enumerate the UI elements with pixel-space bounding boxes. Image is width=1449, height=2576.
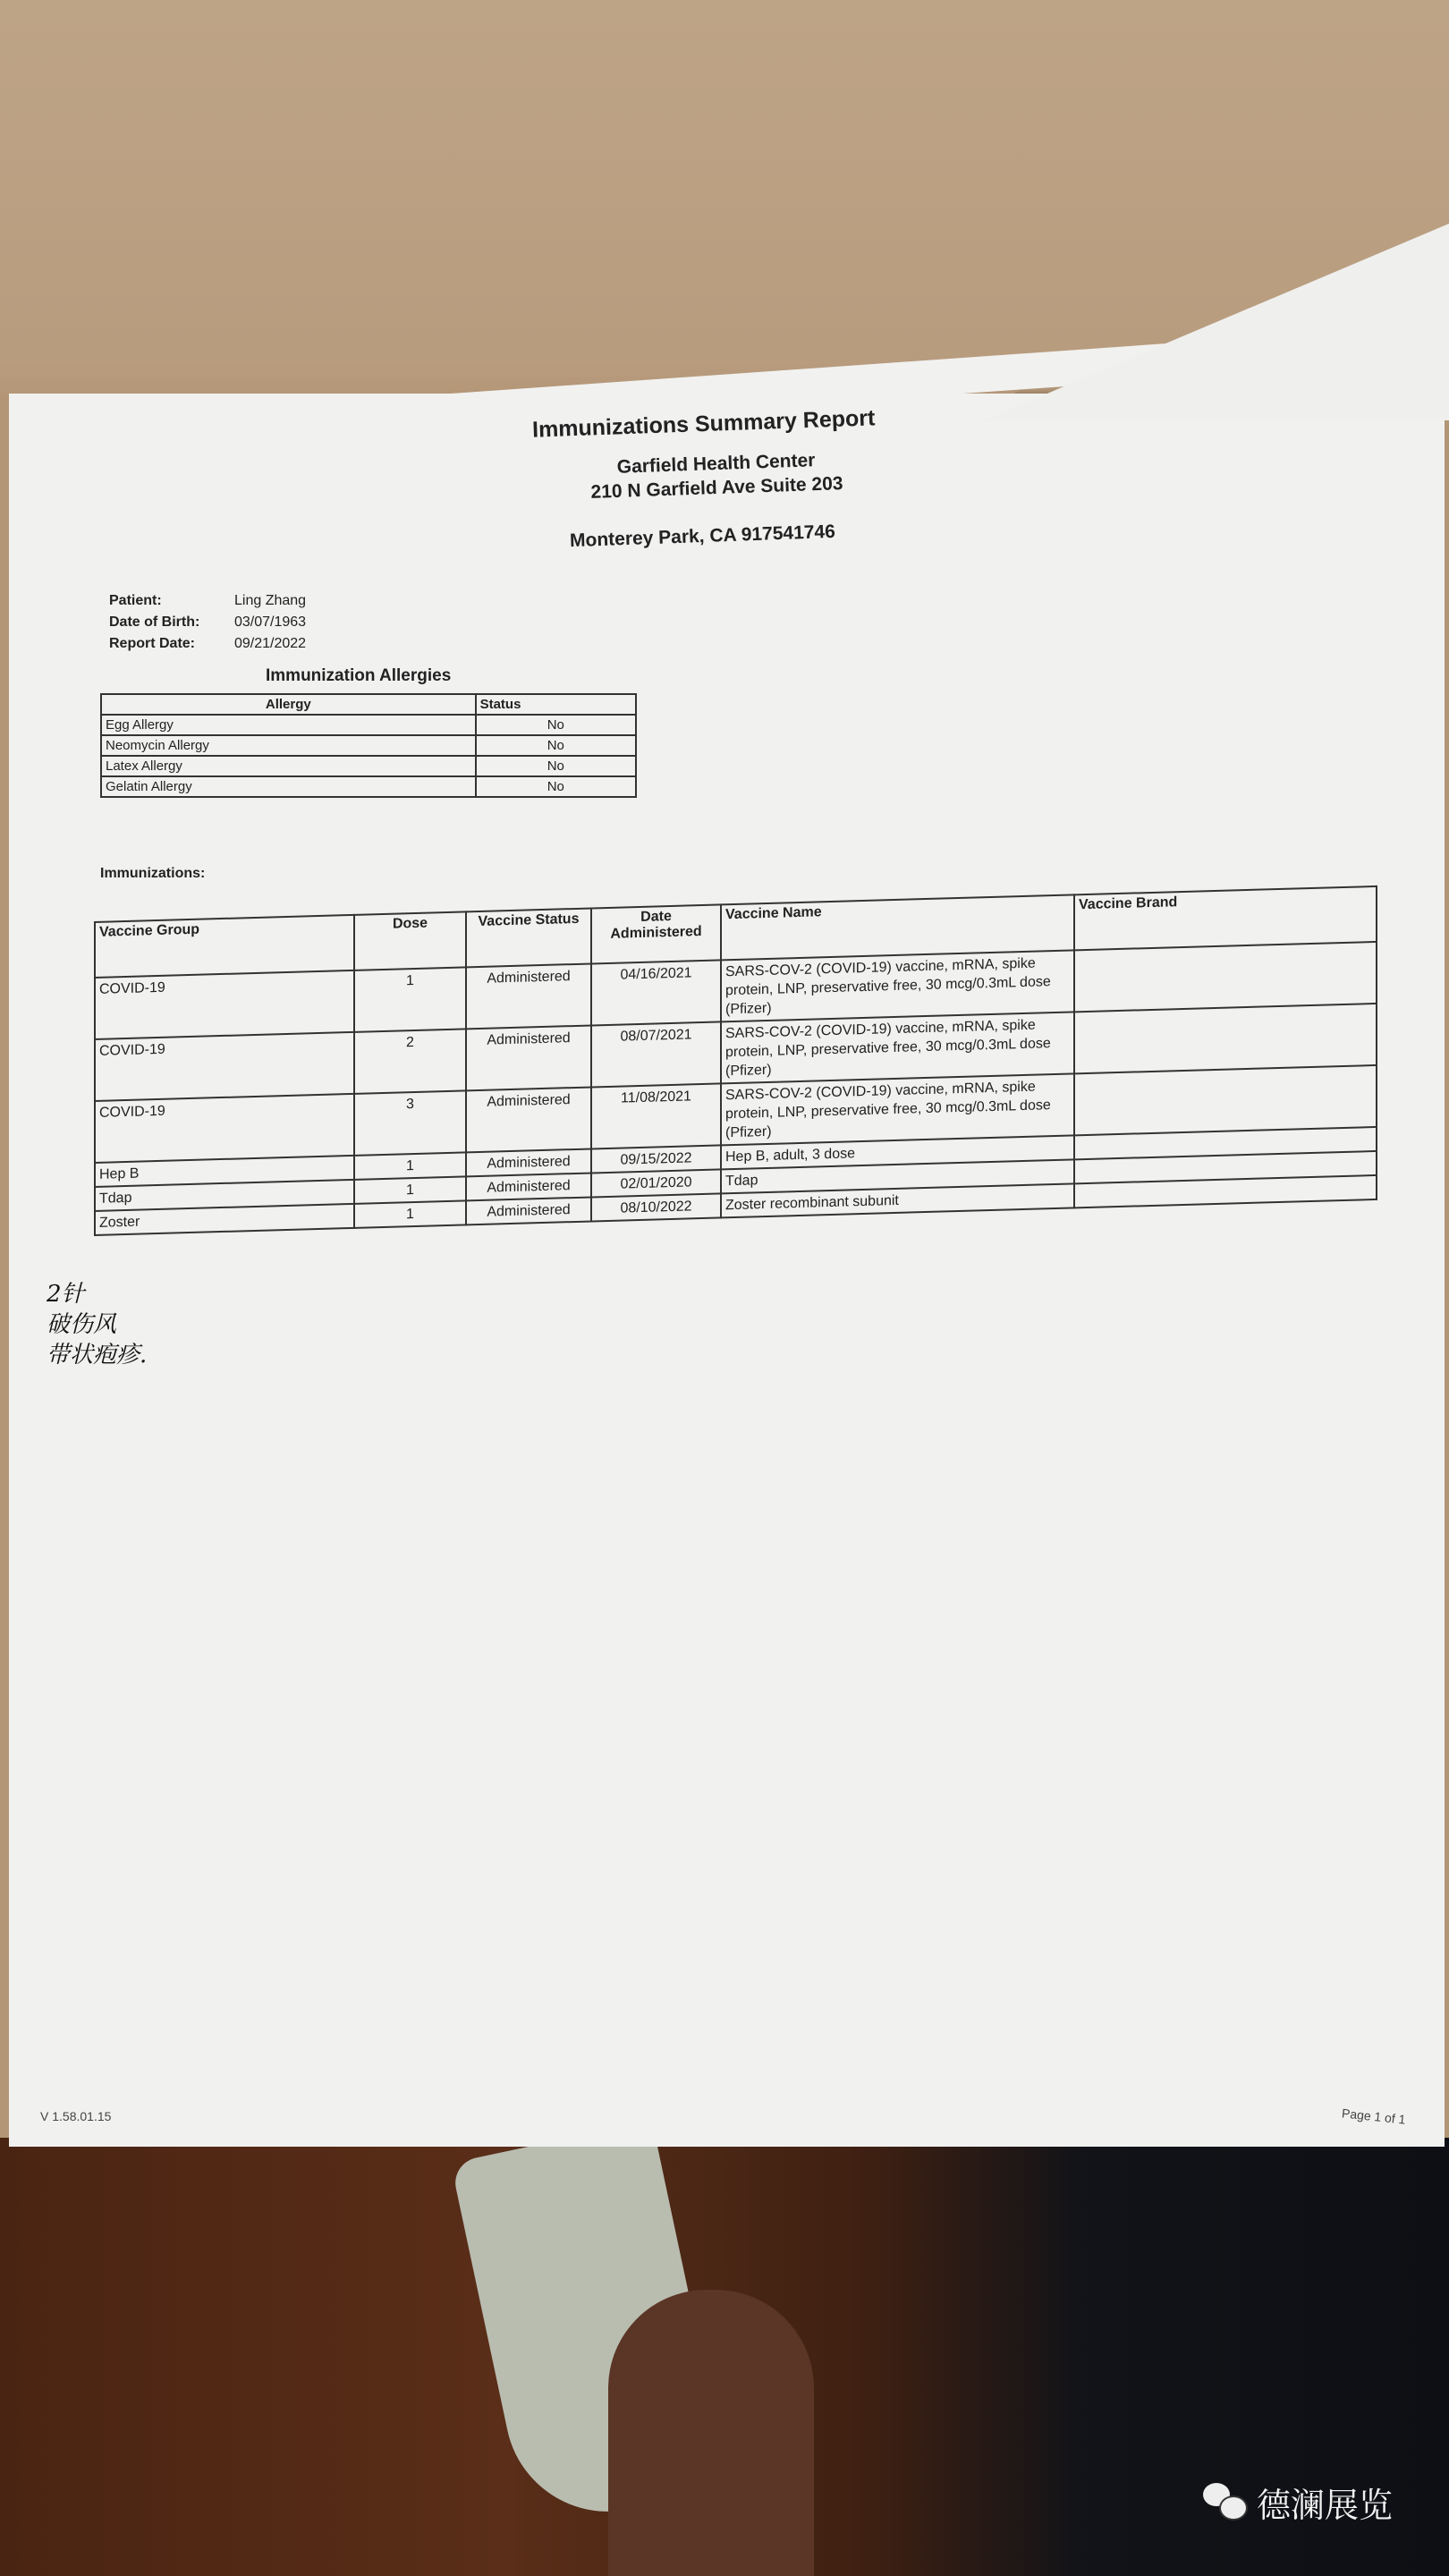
watermark xyxy=(1203,2478,1393,2527)
dose: 2 xyxy=(354,1029,466,1093)
vaccine-name-header: Vaccine Name xyxy=(721,894,1074,960)
vaccine-name: Tdap xyxy=(721,1159,1074,1193)
dose: 3 xyxy=(354,1090,466,1155)
vaccine-name: Zoster recombinant subunit xyxy=(721,1183,1074,1217)
report-title: Immunizations Summary Report xyxy=(531,405,876,443)
allergies-heading: Immunization Allergies xyxy=(266,666,452,685)
date-administered: 04/16/2021 xyxy=(591,960,721,1025)
paper-folded-corner xyxy=(984,224,1449,420)
version-footer: V 1.58.01.15 xyxy=(40,2109,112,2123)
vaccine-status: Administered xyxy=(466,1173,591,1200)
allergy-name: Neomycin Allergy xyxy=(101,735,476,756)
foot xyxy=(608,2290,814,2576)
patient-label: Patient: xyxy=(109,593,162,608)
handwriting-line: 破伤风 xyxy=(47,1311,117,1338)
patient-name: Ling Zhang xyxy=(234,593,307,608)
allergy-name: Egg Allergy xyxy=(101,715,476,735)
vaccine-status: Administered xyxy=(466,1148,591,1176)
date-administered: 08/10/2022 xyxy=(591,1193,721,1221)
vaccine-status-header: Vaccine Status xyxy=(466,908,591,967)
status-header: Status xyxy=(476,694,636,715)
vaccine-group-header: Vaccine Group xyxy=(95,915,354,978)
vaccine-name: SARS-COV-2 (COVID-19) vaccine, mRNA, spike protein, LNP, preservative free, 30 mcg/0.3mL dose (Pfizer) xyxy=(721,1012,1074,1083)
allergy-status: No xyxy=(476,756,636,776)
watermark-text: 德澜展览 xyxy=(1257,2487,1394,2525)
immunizations-table xyxy=(94,886,1377,1236)
dose: 1 xyxy=(354,1200,466,1227)
vaccine-status: Administered xyxy=(466,1025,591,1090)
vaccine-group: Tdap xyxy=(95,1180,354,1211)
table-row xyxy=(101,776,636,797)
date-administered: 09/15/2022 xyxy=(591,1145,721,1173)
dose: 1 xyxy=(354,1176,466,1203)
vaccine-name: Hep B, adult, 3 dose xyxy=(721,1135,1074,1169)
date-administered: 08/07/2021 xyxy=(591,1021,721,1087)
vaccine-group: COVID-19 xyxy=(95,1094,354,1163)
paper-sheet xyxy=(9,394,1445,2147)
handwriting-line: 带状疱疹. xyxy=(47,1342,148,1368)
page-number: Page 1 of 1 xyxy=(1341,2106,1407,2127)
vaccine-group: COVID-19 xyxy=(95,1032,354,1101)
dose: 1 xyxy=(354,967,466,1031)
allergies-table xyxy=(100,693,637,798)
vaccine-status: Administered xyxy=(466,963,591,1029)
vaccine-brand xyxy=(1074,942,1377,1012)
handwriting-line: 2针 xyxy=(47,1281,85,1308)
report-date-label: Report Date: xyxy=(109,636,196,651)
dose-header: Dose xyxy=(354,911,466,970)
table-row xyxy=(101,715,636,735)
vaccine-status: Administered xyxy=(466,1087,591,1152)
allergy-status: No xyxy=(476,715,636,735)
allergy-status: No xyxy=(476,735,636,756)
table-row xyxy=(101,735,636,756)
vaccine-brand xyxy=(1074,1004,1377,1073)
report-date-value: 09/21/2022 xyxy=(234,636,307,651)
vaccine-group: Hep B xyxy=(95,1156,354,1187)
vaccine-group: COVID-19 xyxy=(95,970,354,1039)
clinic-name: Garfield Health Center xyxy=(616,450,816,478)
allergy-name: Gelatin Allergy xyxy=(101,776,476,797)
dose: 1 xyxy=(354,1152,466,1179)
clinic-header xyxy=(589,447,843,504)
vaccine-brand-header: Vaccine Brand xyxy=(1074,886,1377,950)
wechat-icon xyxy=(1203,2483,1246,2522)
patient-info xyxy=(109,590,306,655)
vaccine-group: Zoster xyxy=(95,1204,354,1235)
date-administered: 02/01/2020 xyxy=(591,1169,721,1197)
handwritten-note xyxy=(47,1279,147,1370)
clinic-city: Monterey Park, CA 917541746 xyxy=(569,521,836,552)
date-administered: 11/08/2021 xyxy=(591,1083,721,1148)
vaccine-name: SARS-COV-2 (COVID-19) vaccine, mRNA, spike protein, LNP, preservative free, 30 mcg/0.3mL dose (Pfizer) xyxy=(721,1073,1074,1145)
vaccine-status: Administered xyxy=(466,1197,591,1224)
allergy-name: Latex Allergy xyxy=(101,756,476,776)
allergy-status: No xyxy=(476,776,636,797)
vaccine-name: SARS-COV-2 (COVID-19) vaccine, mRNA, spike protein, LNP, preservative free, 30 mcg/0.3mL dose (Pfizer) xyxy=(721,950,1074,1021)
allergy-header: Allergy xyxy=(101,694,476,715)
dob-label: Date of Birth: xyxy=(109,614,200,630)
dob-value: 03/07/1963 xyxy=(234,614,307,630)
vaccine-brand xyxy=(1074,1065,1377,1135)
date-administered-header: Date Administered xyxy=(591,904,721,963)
clinic-address: 210 N Garfield Ave Suite 203 xyxy=(590,473,843,503)
immunizations-heading: Immunizations: xyxy=(100,866,206,881)
table-row xyxy=(101,756,636,776)
